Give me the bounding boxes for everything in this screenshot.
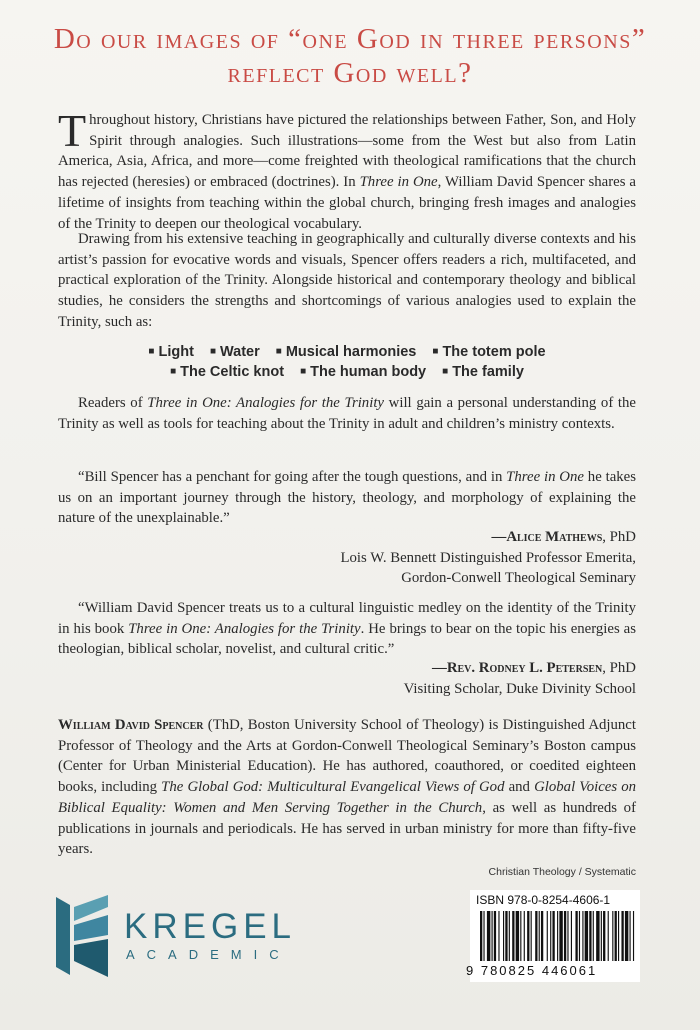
barcode-bar (512, 911, 514, 961)
endorsement-quote-2: “William David Spencer treats us to a cultural linguistic medley on the identity of the Trinity in his book Three in One: Analogies for the Trinity. He brings to bear on the topic his energies as theologian, biblical scholar, novelist, and cultural critic.” (58, 600, 636, 658)
drop-cap: T (58, 105, 87, 156)
bio-book-2: Global Voices on Biblical Equality: Women and Men Serving Together in the Church (58, 779, 636, 816)
barcode-bar (516, 911, 519, 961)
analogy-item: ■ The human body (300, 364, 427, 380)
endorsement-quote-1: “Bill Spencer has a penchant for going after the tough questions, and in Three in One he takes us on an important journey through the history, theology, and morphology of explaining the nature of the unexplainable.” (58, 469, 636, 527)
intro-book-title: Three in One (359, 174, 438, 191)
intro-text-2: , William David Spencer shares a lifetime of insights from teaching within the global church, bringing fresh images and analogies of the Trinity to deepen our theological vocabulary. (58, 174, 636, 232)
barcode-bar (480, 911, 482, 961)
barcode-bar (552, 911, 554, 961)
barcode-bar (498, 911, 499, 961)
barcode-bar (527, 911, 529, 961)
barcode-bar (601, 911, 602, 961)
barcode-bar (505, 911, 507, 961)
publisher-logo (56, 895, 316, 980)
endorsement-attribution-2: —Rev. Rodney L. Petersen, PhD Visiting Scholar, Duke Divinity School (404, 658, 636, 699)
barcode-bar (531, 911, 532, 961)
bio-book-1: The Global God: Multicultural Evangelical Views of God (161, 779, 505, 796)
isbn: ISBN 978-0-8254-4606-1 (476, 893, 611, 907)
analogy-item: ■ Water (209, 344, 260, 360)
barcode-bar (487, 911, 490, 961)
endorser-institution: Gordon-Conwell Theological Seminary (401, 570, 636, 586)
barcode-bar (524, 911, 525, 961)
barcode-bar (582, 911, 583, 961)
endorser-role: Visiting Scholar, Duke Divinity School (403, 680, 636, 697)
barcode-bar (567, 911, 568, 961)
barcode-bar (608, 911, 609, 961)
barcode-bar (539, 911, 540, 961)
barcode-bar (596, 911, 599, 961)
barcode-bar (579, 911, 580, 961)
endorser-name: —Alice Mathews (491, 529, 603, 545)
analogy-item: ■ Musical harmonies (275, 344, 417, 360)
barcode-bar (621, 911, 623, 961)
barcode-bar (494, 911, 496, 961)
publisher-name: KREGEL (124, 907, 296, 946)
barcode-bar (575, 911, 577, 961)
analogy-list-row-1 (58, 341, 636, 363)
barcode-bar (483, 911, 484, 961)
description-paragraph (58, 229, 636, 333)
description-text: Drawing from his extensive teaching in geographically and culturally diverse contexts and his artist’s passion for evocative words and visuals, Spencer offers readers a rich, multifaceted, and practical exploration of the Trinity. Alongside historical and contemporary theology and biblical studies, he considers the strengths and shortcomings of various analogies used to explain the Trinity, such as: (58, 231, 636, 330)
endorser-name: —Rev. Rodney L. Petersen (432, 660, 603, 676)
readers-paragraph: Readers of Three in One: Analogies for the Trinity will gain a personal understanding of the Trinity as well as tools for teaching about the Trinity in adult and children’s ministry contexts. (58, 395, 636, 432)
barcode-bar (547, 911, 548, 961)
barcode-bar (612, 911, 613, 961)
barcode-bar (550, 911, 551, 961)
barcode-bar (535, 911, 537, 961)
category-label: Christian Theology / Systematic (488, 866, 636, 878)
analogy-item: ■ The totem pole (432, 344, 546, 360)
publisher-imprint: ACADEMIC (126, 947, 291, 962)
readers-book-title: Three in One: Analogies for the Trinity (147, 395, 384, 411)
endorser-role: Lois W. Bennett Distinguished Professor Emerita, (340, 549, 636, 566)
barcode-bar (630, 911, 631, 961)
barcode-bar (564, 911, 566, 961)
barcode-bar (618, 911, 619, 961)
barcode-bar (520, 911, 521, 961)
barcode-bar (509, 911, 510, 961)
barcode-bar (541, 911, 543, 961)
headline: Do our images of “one God in three persons” reflect God well? (53, 23, 647, 89)
intro-text-1: hroughout history, Christians have pictured the relationships between Father, Son, and Holy Spirit through analogies. Such illustrations—some from the West but also from Latin America, Asia, Africa, and more—come freighted with theological ramifications that the church has rejected (heresies) or embraced (doctrines). In (58, 112, 636, 191)
barcode-bar (571, 911, 572, 961)
barcode-digits: 9 780825 446061 (466, 963, 598, 978)
barcode-bar (589, 911, 591, 961)
barcode-bar (633, 911, 634, 961)
barcode-bar (557, 911, 558, 961)
analogy-item: ■ Light (148, 344, 194, 360)
barcode-bar (503, 911, 504, 961)
author-bio: William David Spencer (ThD, Boston University School of Theology) is Distinguished Adjunct Professor of Theology and the Arts at Gordon-Conwell Theological Seminary’s Boston campus (Center for Urban Ministerial Education). He has authored, coauthored, or coedited eighteen books, including The Global God: Multicultural Evangelical Views of God and Global Voices on Biblical Equality: Women and Men Serving Together in the Church, as well as hundreds of publications in journals and periodicals. He has served in urban ministry for more than fifty-five years. (58, 717, 637, 858)
author-name: William David Spencer (58, 717, 204, 733)
kregel-k-icon (56, 895, 112, 977)
analogy-item: ■ The family (442, 364, 524, 380)
barcode-bar (492, 911, 493, 961)
barcode-bar (593, 911, 594, 961)
barcode-bar (615, 911, 617, 961)
analogy-item: ■ The Celtic knot (170, 364, 285, 380)
analogy-list-row-2 (58, 361, 636, 383)
barcode-bar (603, 911, 605, 961)
barcode (478, 911, 638, 963)
intro-paragraph (58, 105, 636, 234)
barcode-bar (585, 911, 588, 961)
endorsement-attribution-1: —Alice Mathews, PhD Lois W. Bennett Distinguished Professor Emerita, Gordon-Conwell Theological Seminary (341, 527, 637, 589)
barcode-bar (625, 911, 628, 961)
barcode-bar (559, 911, 562, 961)
